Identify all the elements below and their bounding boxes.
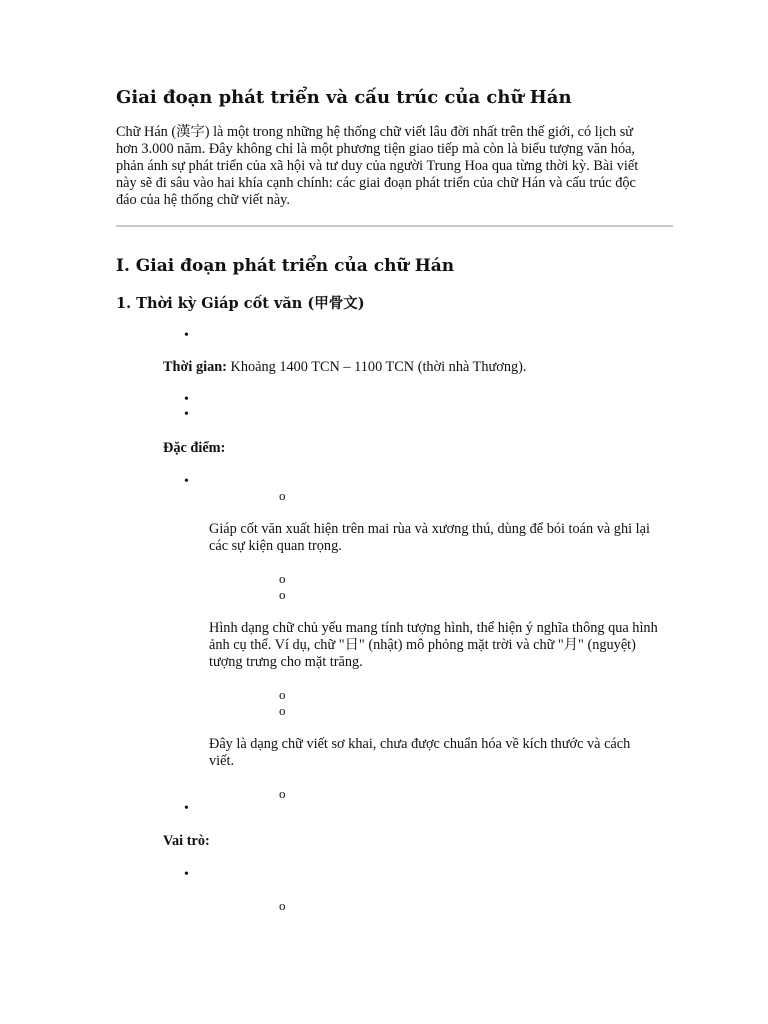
bullet-marker: • bbox=[184, 328, 189, 343]
circle-marker: o bbox=[279, 488, 286, 503]
circle-marker: o bbox=[279, 703, 286, 718]
horizontal-divider bbox=[116, 225, 673, 227]
circle-marker: o bbox=[279, 898, 286, 913]
feature-item-1: Giáp cốt văn xuất hiện trên mai rùa và xương thú, dùng để bói toán và ghi lại các sự kiện quan trọng. bbox=[209, 521, 650, 554]
intro-paragraph: Chữ Hán (漢字) là một trong những hệ thống chữ viết lâu đời nhất trên thế giới, có lịch sử hơn 3.000 năm. Đây không chỉ là một phương tiện giao tiếp mà còn là biểu tượng văn hóa, phản ánh sự phát triển của xã hội và tư duy của người Trung Hoa qua từng thời kỳ. Bài viết này sẽ đi sâu vào hai khía cạnh chính: các giai đoạn phát triển của chữ Hán và cấu trúc độc đáo của hệ thống chữ viết này. bbox=[116, 124, 639, 208]
features-label-text: Đặc điểm: bbox=[163, 440, 226, 456]
bullet-marker: • bbox=[184, 801, 189, 816]
page-title: Giai đoạn phát triển và cấu trúc của chữ Hán bbox=[116, 87, 572, 108]
features-label bbox=[163, 440, 225, 457]
bullet-marker: • bbox=[184, 474, 189, 489]
circle-marker: o bbox=[279, 786, 286, 801]
role-label bbox=[163, 833, 210, 850]
feature-item-2: Hình dạng chữ chủ yếu mang tính tượng hình, thể hiện ý nghĩa thông qua hình ảnh cụ thể. Ví dụ, chữ "日" (nhật) mô phỏng mặt trời và chữ "月" (nguyệt) tượng trưng cho mặt trăng. bbox=[209, 620, 658, 670]
circle-marker: o bbox=[279, 587, 286, 602]
time-line bbox=[163, 359, 526, 376]
bullet-marker: • bbox=[184, 407, 189, 422]
role-label-text: Vai trò: bbox=[163, 833, 210, 849]
bullet-marker: • bbox=[184, 392, 189, 407]
bullet-marker: • bbox=[184, 867, 189, 882]
time-text: Khoảng 1400 TCN – 1100 TCN (thời nhà Thương). bbox=[226, 359, 527, 375]
circle-marker: o bbox=[279, 571, 286, 586]
subsection-heading: 1. Thời kỳ Giáp cốt văn (甲骨文) bbox=[116, 295, 365, 312]
feature-item-3: Đây là dạng chữ viết sơ khai, chưa được chuẩn hóa về kích thước và cách viết. bbox=[209, 736, 631, 769]
circle-marker: o bbox=[279, 687, 286, 702]
time-label: Thời gian: bbox=[163, 359, 227, 375]
section-heading: I. Giai đoạn phát triển của chữ Hán bbox=[116, 256, 455, 276]
